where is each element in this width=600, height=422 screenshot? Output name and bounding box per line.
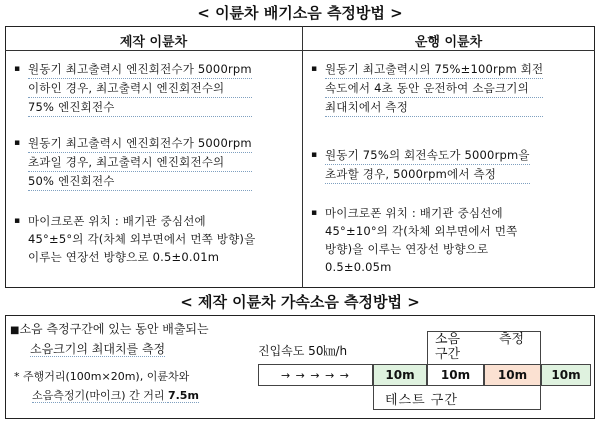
segment-2: 10m	[427, 364, 484, 386]
approach-arrows: → → → → →	[258, 364, 373, 386]
accel-note: * 주행거리(100m×20m), 이륜차와 소음측정기(마이크) 간 거리 7.5m	[14, 370, 199, 402]
right-column-header: 운행 이륜차	[414, 35, 483, 50]
segment-1: 10m	[373, 364, 427, 386]
left-item-3: ▪ 마이크로폰 위치 : 배기관 중심선에 45°±5°의 각(차체 외부면에서 먼쪽 방향)을 이루는 연장선 방향으로 0.5±0.01m	[14, 214, 256, 264]
header-divider	[5, 50, 595, 51]
left-item-1: ▪ 원동기 최고출력시 엔진회전수가 5000rpm 이하인 경우, 최고출력시 엔진회전수의 75% 엔진회전수	[14, 60, 252, 117]
bullet-icon: ▪	[311, 64, 318, 74]
segment-3: 10m	[484, 364, 541, 386]
accel-title: < 제작 이륜차 가속소음 측정방법 >	[180, 293, 420, 311]
left-item-2: ▪ 원동기 최고출력시 엔진회전수가 5000rpm 초과일 경우, 최고출력시 엔진회전수의 50% 엔진회전수	[14, 134, 252, 191]
square-bullet-icon: ■	[10, 325, 20, 336]
right-item-3: ▪ 마이크로폰 위치 : 배기관 중심선에 45°±10°의 각(차체 외부면에서 먼쪽 방향)을 이루는 연장선 방향으로 0.5±0.05m	[311, 206, 518, 274]
zone-label-c: 구간	[435, 347, 461, 362]
segment-4: 10m	[541, 364, 591, 386]
entry-speed-label: 진입속도 50㎞/h	[258, 344, 348, 358]
zone-label-a: 소음	[435, 332, 461, 347]
bullet-icon: ▪	[14, 64, 21, 74]
bullet-icon: ▪	[311, 208, 318, 218]
exhaust-title: < 이륜차 배기소음 측정방법 >	[197, 4, 403, 22]
bullet-icon: ▪	[311, 150, 318, 160]
left-column-header: 제작 이륜차	[119, 35, 188, 50]
right-item-1: ▪ 원동기 최고출력시의 75%±100rpm 회전 속도에서 4초 동안 운전하여 소음크기의 최대치에서 측정	[311, 60, 543, 117]
accel-description: ■소음 측정구간에 있는 동안 배출되는 소음크기의 최대치를 측정	[10, 322, 209, 356]
bullet-icon: ▪	[14, 138, 21, 148]
bullet-icon: ▪	[14, 216, 21, 226]
zone-label-b: 측정	[499, 332, 525, 347]
right-item-2: ▪ 원동기 75%의 회전속도가 5000rpm을 초과할 경우, 5000rpm에서 측정	[311, 146, 530, 184]
column-divider	[302, 26, 303, 288]
test-zone-label: 테스트 구간	[385, 393, 458, 408]
